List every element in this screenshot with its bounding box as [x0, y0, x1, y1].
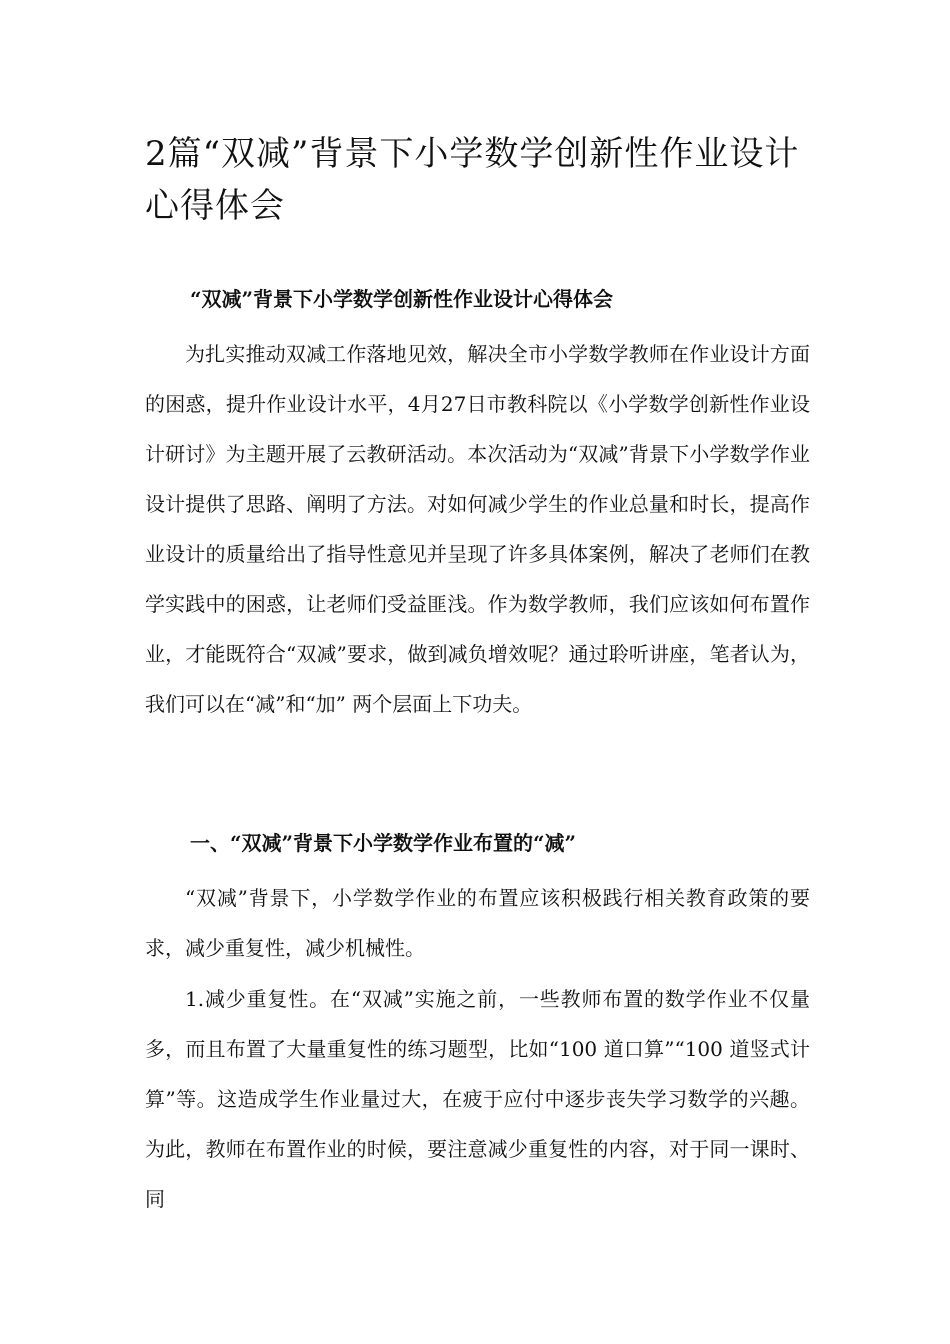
section-heading-1: 一、“双减”背景下小学数学作业布置的“减” [190, 831, 577, 855]
body-paragraph-reduce-repetition: 1.减少重复性。在“双减”实施之前，一些教师布置的数学作业不仅量多，而且布置了大量重复性的练习题型，比如“100 道口算”“100 道竖式计算”等。这造成学生作业量过大，在疲于应付中逐步丧失学习数学的兴趣。为此，教师在布置作业的时候，要注意减少重复性的内容，对于同一课时、同 [145, 987, 810, 1211]
body-paragraph-intro: 为扎实推动双减工作落地见效，解决全市小学数学教师在作业设计方面的困惑，提升作业设计水平，4月27日市教科院以《小学数学创新性作业设计研讨》为主题开展了云教研活动。本次活动为“双减”背景下小学数学作业设计提供了思路、阐明了方法。对如何减少学生的作业总量和时长，提高作业设计的质量给出了指导性意见并呈现了许多具体案例，解决了老师们在教学实践中的困惑，让老师们受益匪浅。作为数学教师，我们应该如何布置作业，才能既符合“双减”要求，做到减负增效呢？通过聆听讲座，笔者认为，我们可以在“减”和“加” 两个层面上下功夫。 [145, 342, 810, 716]
document-title: 2篇“双减”背景下小学数学创新性作业设计心得体会 [145, 134, 800, 226]
article-subtitle: “双减”背景下小学数学创新性作业设计心得体会 [190, 287, 614, 311]
body-paragraph-section1-intro: “双减”背景下，小学数学作业的布置应该积极践行相关教育政策的要求，减少重复性，减少机械性。 [145, 886, 810, 960]
